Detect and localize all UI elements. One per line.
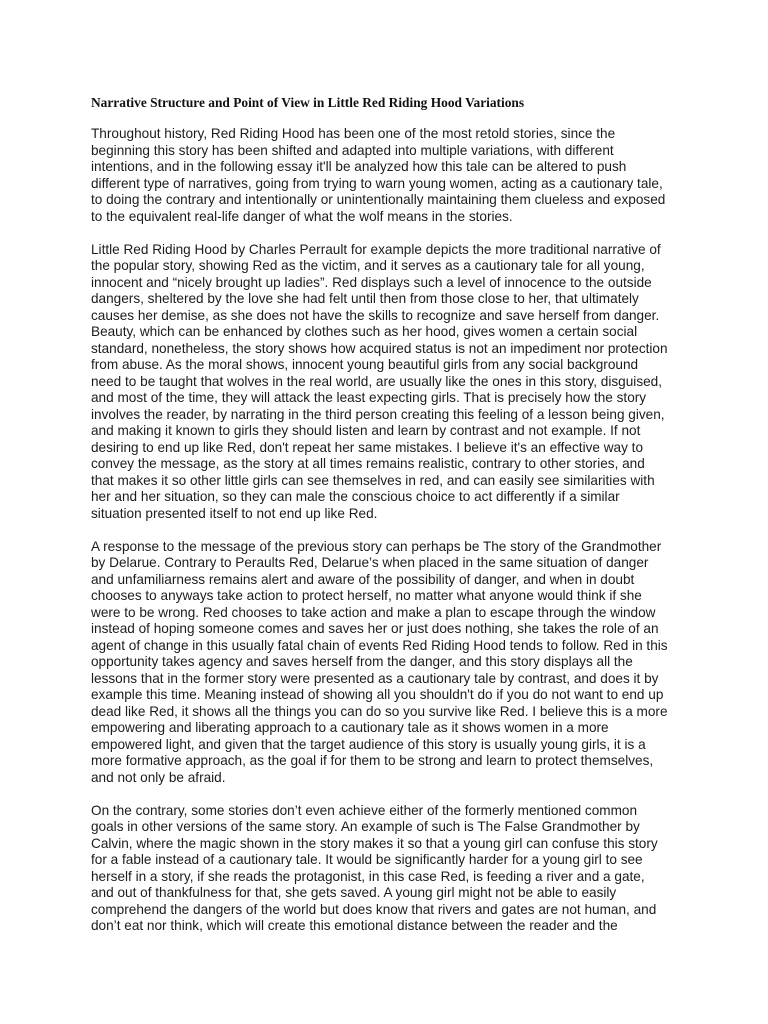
- paragraph-line: A response to the message of the previous story can perhaps be The story of the Grandmother: [91, 538, 662, 554]
- paragraph-line: lessons that in the former story were presented as a cautionary tale by contrast, and does it by: [91, 670, 659, 686]
- paragraph-line: opportunity takes agency and saves herself from the danger, and this story displays all the: [91, 654, 633, 669]
- paragraph: [91, 539, 691, 787]
- paragraph-line: and not only be afraid.: [91, 769, 226, 785]
- paragraph: [91, 803, 691, 935]
- paragraph-line: to the equivalent real-life danger of what the wolf means in the stories.: [91, 208, 513, 224]
- paragraph-line: different type of narratives, going from trying to warn young women, acting as a cautionary tale,: [91, 175, 663, 191]
- paragraph-line: goals in other versions of the same story. An example of such is The False Grandmother by: [91, 819, 640, 834]
- paragraph-line: situation presented itself to not end up like Red.: [91, 505, 378, 521]
- document-title: Narrative Structure and Point of View in Little Red Riding Hood Variations: [91, 95, 525, 110]
- paragraph-line: from abuse. As the moral shows, innocent young beautiful girls from any social background: [91, 357, 639, 372]
- paragraph-line: desiring to end up like Red, don't repeat her same mistakes. I believe it's an effective way to: [91, 439, 644, 455]
- paragraph-line: empowering and liberating approach to a cautionary tale as it shows women in a more: [91, 720, 609, 735]
- paragraph-line: empowered light, and given that the target audience of this story is usually young girls, it is a: [91, 736, 646, 752]
- paragraph-line: for a fable instead of a cautionary tale. It would be significantly harder for a young girl to see: [91, 852, 643, 867]
- paragraph-line: more formative approach, as the goal if for them to be strong and learn to protect themselves,: [91, 753, 654, 768]
- paragraph: [91, 242, 691, 523]
- paragraph-line: standard, nonetheless, the story shows how acquired status is not an impediment nor protection: [91, 340, 668, 356]
- paragraph-line: Beauty, which can be enhanced by clothes such as her hood, gives women a certain social: [91, 324, 638, 339]
- paragraph-line: and making it known to girls they should listen and learn by contrast and not example. If not: [91, 423, 641, 438]
- paragraph-line: and most of the time, they will attack the least expecting girls. That is precisely how the story: [91, 390, 647, 405]
- paragraph-line: by Delarue. Contrary to Peraults Red, Delarue’s when placed in the same situation of danger: [91, 555, 649, 570]
- paragraph-line: her and her situation, so they can male the conscious choice to act differently if a similar: [91, 489, 620, 504]
- paragraph-line: beginning this story has been shifted and adapted into multiple variations, with different: [91, 142, 614, 158]
- paragraph-line: On the contrary, some stories don’t even achieve either of the formerly mentioned common: [91, 802, 638, 818]
- paragraph-line: convey the message, as the story at all times remains realistic, contrary to other stories, and: [91, 456, 645, 471]
- paragraph-line: involves the reader, by narrating in the third person creating this feeling of a lesson being given,: [91, 406, 665, 422]
- paragraph-line: that makes it so other little girls can see themselves in red, and can easily see similarities with: [91, 472, 655, 488]
- paragraph-line: need to be taught that wolves in the real world, are usually like the ones in this story, disguised,: [91, 373, 663, 389]
- paragraph-line: intentions, and in the following essay it'll be analyzed how this tale can be altered to push: [91, 159, 627, 174]
- paragraph-line: innocent and “nicely brought up ladies”. Red displays such a level of innocence to the outside: [91, 274, 652, 290]
- paragraph-line: causes her demise, as she does not have the skills to recognize and save herself from danger.: [91, 307, 660, 323]
- paragraph-line: instead of hoping someone comes and saves her or just does nothing, she takes the role of an: [91, 621, 659, 636]
- paragraph: [91, 126, 691, 225]
- paragraph-line: to doing the contrary and intentionally or unintentionally maintaining them clueless and exposed: [91, 192, 666, 207]
- paragraph-line: the popular story, showing Red as the victim, and it serves as a cautionary tale for all young,: [91, 258, 645, 273]
- document-body: [91, 126, 691, 951]
- paragraph-line: don’t eat nor think, which will create this emotional distance between the reader and the: [91, 918, 618, 933]
- paragraph-line: Little Red Riding Hood by Charles Perrault for example depicts the more traditional narrative of: [91, 241, 661, 257]
- paragraph-line: herself in a story, if she reads the protagonist, in this case Red, is feeding a river and a gate,: [91, 868, 645, 884]
- paragraph-line: chooses to anyways take action to protect herself, no matter what anyone would think if she: [91, 588, 642, 603]
- paragraph-line: and unfamiliarness remains alert and aware of the possibility of danger, and when in doubt: [91, 571, 635, 587]
- paragraph-line: dangers, sheltered by the love she had felt until then from those close to her, that ultimately: [91, 291, 639, 306]
- paragraph-line: and out of thankfulness for that, she gets saved. A young girl might not be able to easily: [91, 885, 617, 900]
- paragraph-line: agent of change in this usually fatal chain of events Red Riding Hood tends to follow. Red in this: [91, 637, 668, 653]
- paragraph-line: dead like Red, it shows all the things you can do so you survive like Red. I believe this is a more: [91, 703, 668, 719]
- paragraph-line: example this time. Meaning instead of showing all you shouldn't do if you do not want to end up: [91, 687, 664, 702]
- paragraph-line: Throughout history, Red Riding Hood has been one of the most retold stories, since the: [91, 126, 616, 141]
- paragraph-line: comprehend the dangers of the world but does know that rivers and gates are not human, and: [91, 901, 657, 917]
- paragraph-line: were to be wrong. Red chooses to take action and make a plan to escape through the window: [91, 604, 656, 620]
- paragraph-line: Calvin, where the magic shown in the story makes it so that a young girl can confuse this story: [91, 835, 658, 851]
